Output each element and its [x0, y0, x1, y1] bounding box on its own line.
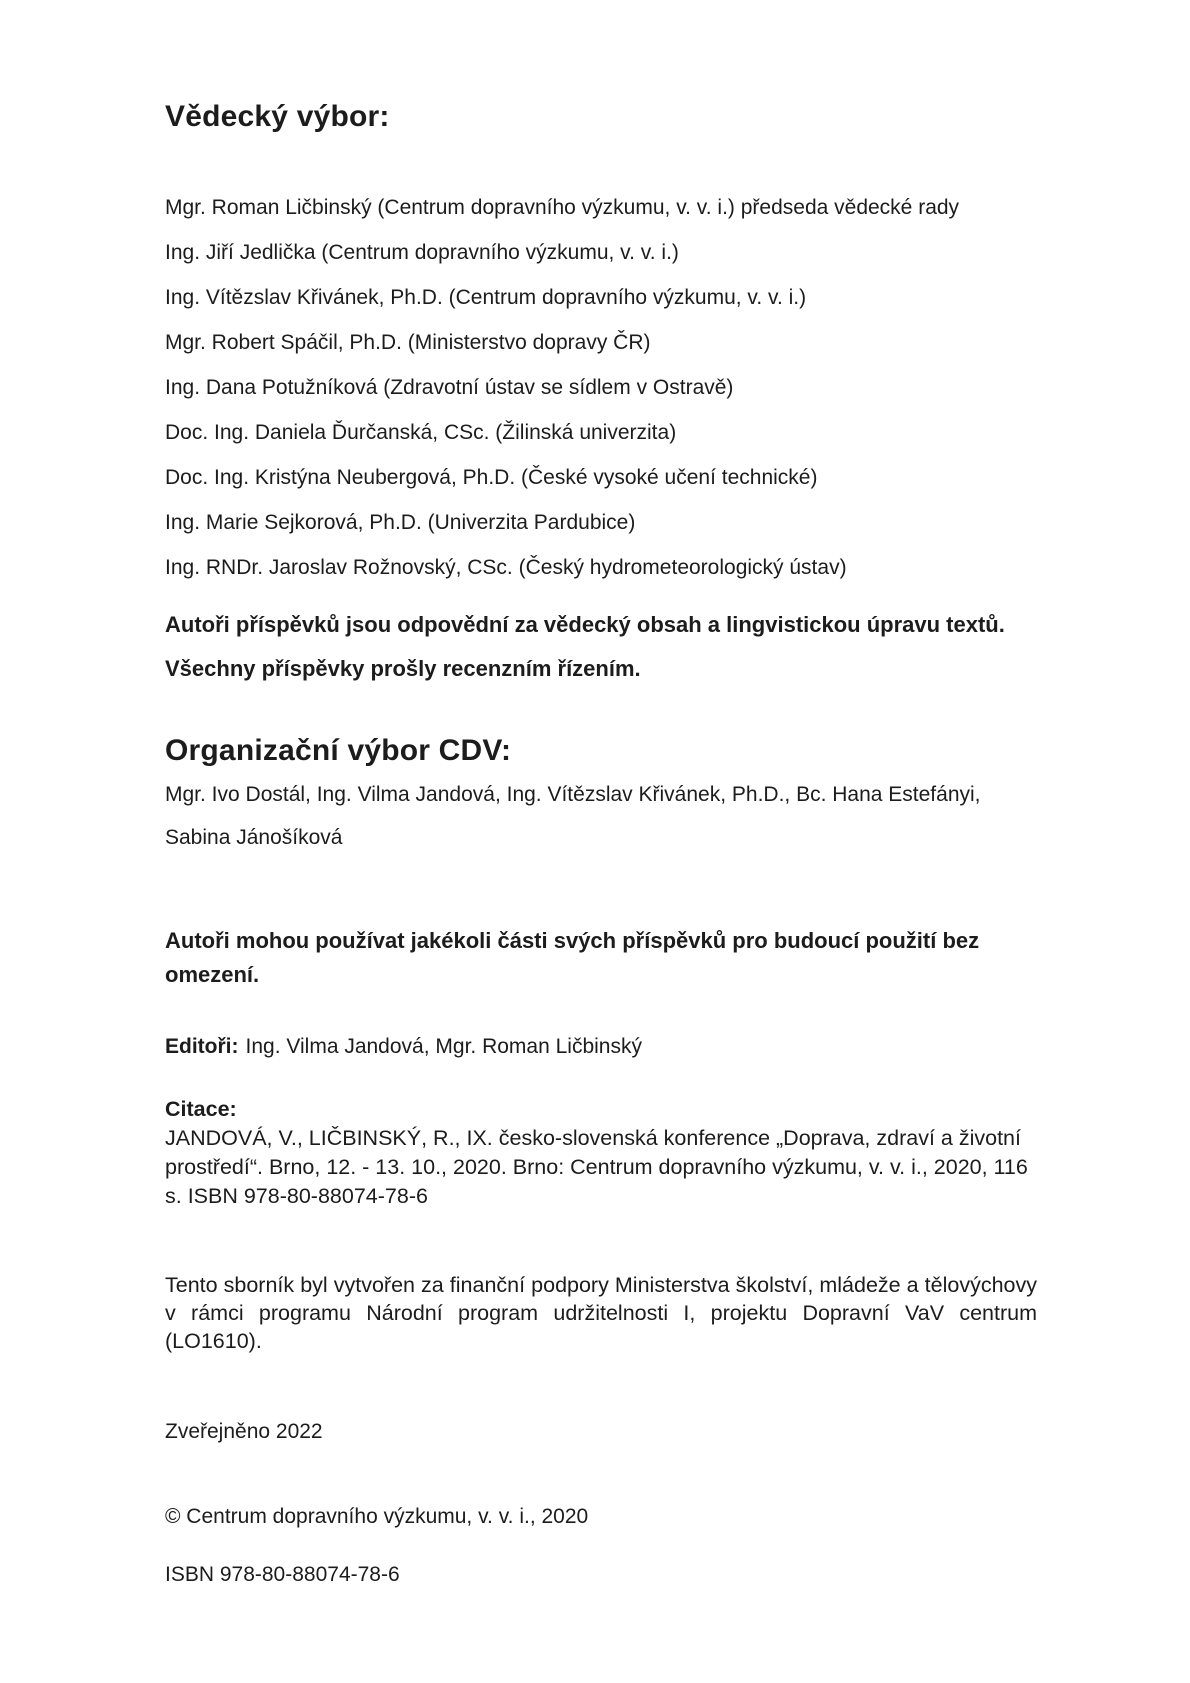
scientific-committee-list — [165, 185, 1037, 590]
scientific-committee-heading: Vědecký výbor: — [165, 100, 390, 133]
scientific-committee-member: Ing. Marie Sejkorová, Ph.D. (Univerzita Pardubice) — [165, 511, 636, 534]
scientific-committee-member: Mgr. Robert Spáčil, Ph.D. (Ministerstvo dopravy ČR) — [165, 331, 651, 354]
scientific-committee-member: Doc. Ing. Kristýna Neubergová, Ph.D. (České vysoké učení technické) — [165, 466, 818, 489]
responsibility-note: Autoři příspěvků jsou odpovědní za vědecký obsah a lingvistickou úpravu textů. Všechny příspěvky prošly recenzním řízením. — [165, 612, 1005, 681]
organizing-committee-members: Mgr. Ivo Dostál, Ing. Vilma Jandová, Ing. Vítězslav Křivánek, Ph.D., Bc. Hana Estefányi, Sabina Jánošíková — [165, 783, 981, 849]
scientific-committee-member: Ing. Jiří Jedlička (Centrum dopravního výzkumu, v. v. i.) — [165, 241, 679, 264]
funding-note: Tento sborník byl vytvořen za finanční podpory Ministerstva školství, mládeže a tělovýchovy v rámci programu Národní program udržitelnosti I, projektu Dopravní VaV centrum (LO1610). — [165, 1273, 1037, 1353]
citation-heading: Citace: — [165, 1097, 237, 1121]
editors-value: Ing. Vilma Jandová, Mgr. Roman Ličbinský — [245, 1035, 642, 1058]
published-line: Zveřejněno 2022 — [165, 1420, 323, 1443]
isbn-line: ISBN 978-80-88074-78-6 — [165, 1563, 400, 1586]
citation-text: JANDOVÁ, V., LIČBINSKÝ, R., IX. česko-slovenská konference „Doprava, zdraví a životní prostředí“. Brno, 12. - 13. 10., 2020. Brno: Centrum dopravního výzkumu, v. v. i., 2020, 116 s. ISBN 978-80-88074-78-6 — [165, 1126, 1028, 1208]
citation-block — [165, 1095, 1037, 1211]
copyright-line: © Centrum dopravního výzkumu, v. v. i., 2020 — [165, 1505, 589, 1528]
scientific-committee-member: Ing. Vítězslav Křivánek, Ph.D. (Centrum dopravního výzkumu, v. v. i.) — [165, 286, 807, 309]
scientific-committee-member: Mgr. Roman Ličbinský (Centrum dopravního výzkumu, v. v. i.) předseda vědecké rady — [165, 196, 960, 219]
scientific-committee-member: Ing. RNDr. Jaroslav Rožnovský, CSc. (Český hydrometeorologický ústav) — [165, 556, 847, 579]
editors-line — [165, 1032, 1037, 1062]
scientific-committee-member: Doc. Ing. Daniela Ďurčanská, CSc. (Žilinská univerzita) — [165, 421, 677, 444]
editors-label: Editoři: — [165, 1035, 239, 1058]
scientific-committee-member: Ing. Dana Potužníková (Zdravotní ústav se sídlem v Ostravě) — [165, 376, 734, 399]
usage-note: Autoři mohou používat jakékoli části svých příspěvků pro budoucí použití bez omezení. — [165, 928, 980, 987]
organizing-committee-heading: Organizační výbor CDV: — [165, 734, 512, 767]
